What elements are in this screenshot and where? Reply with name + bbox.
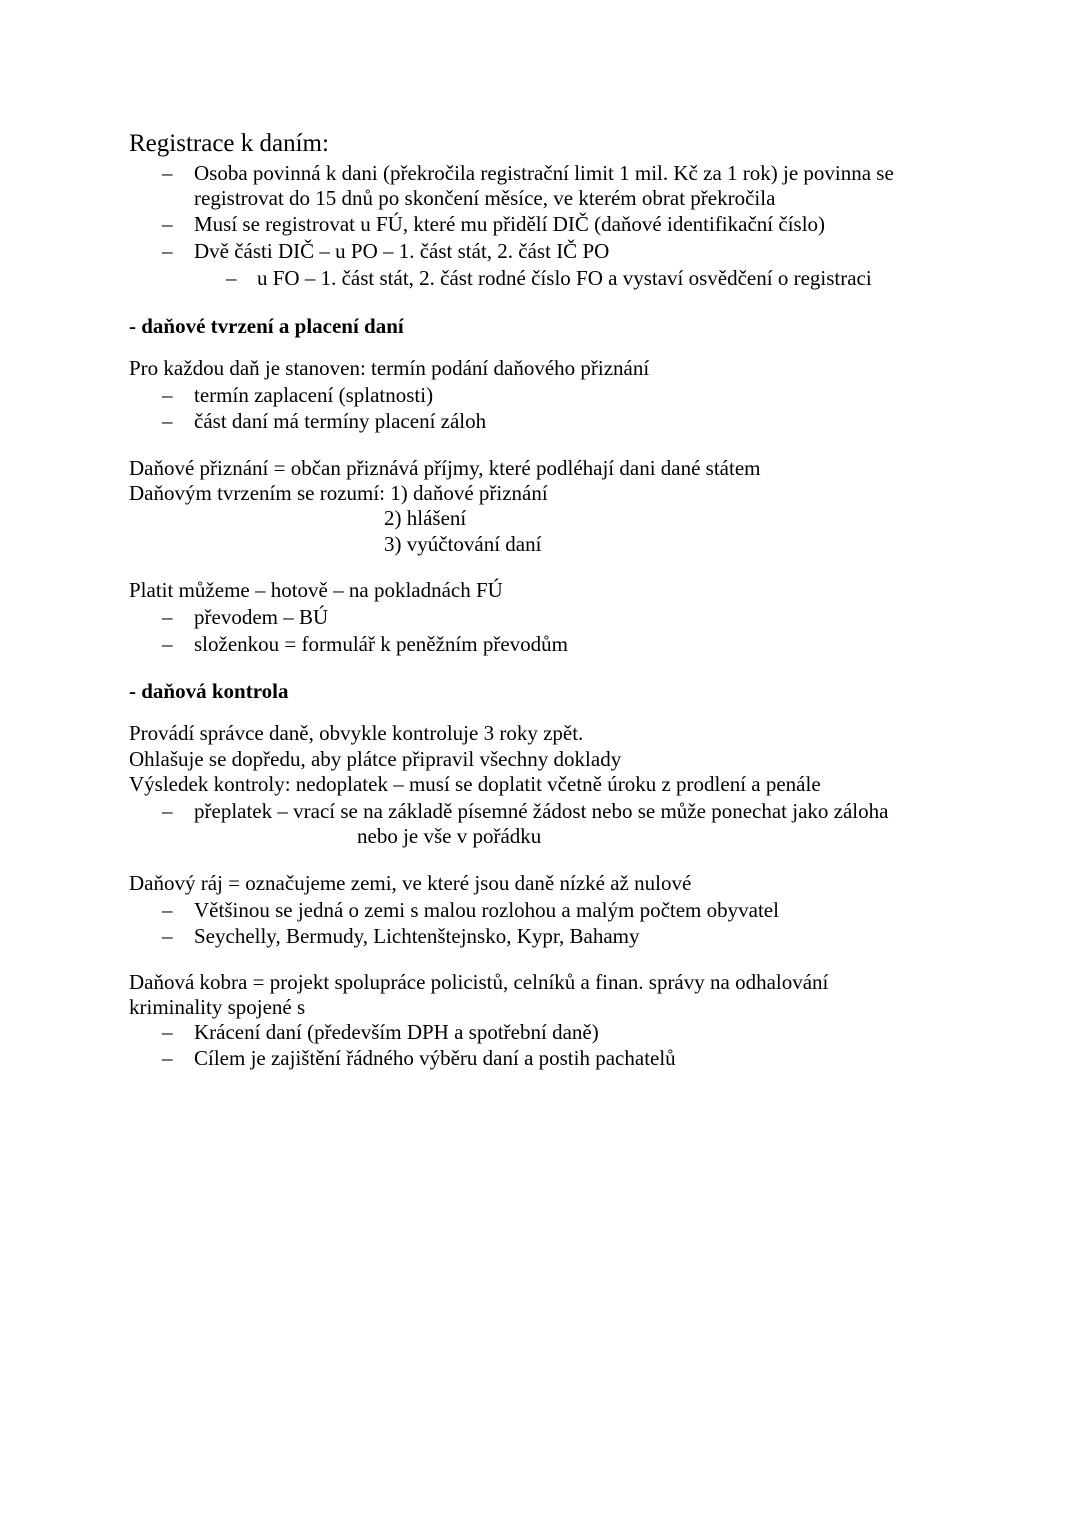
paragraph: Pro každou daň je stanoven: termín podání daňového přiznání	[129, 356, 650, 380]
list-item: část daní má termíny placení záloh	[194, 409, 487, 433]
bullet-dash: –	[162, 1046, 173, 1070]
bullet-dash: –	[162, 924, 173, 948]
section-title-registrace: Registrace k daním:	[129, 130, 329, 157]
list-item: přeplatek – vrací se na základě písemné žádost nebo se může ponechat jako záloha	[194, 799, 889, 823]
list-item: Krácení daní (především DPH a spotřební daně)	[194, 1020, 599, 1044]
bullet-dash: –	[162, 409, 173, 433]
bullet-dash: –	[162, 799, 173, 823]
bullet-dash: –	[162, 605, 173, 629]
bullet-dash: –	[162, 161, 173, 185]
section-heading-tvrzeni: - daňové tvrzení a placení daní	[129, 314, 404, 338]
list-item: Seychelly, Bermudy, Lichtenštejnsko, Kypr, Bahamy	[194, 924, 640, 948]
paragraph: Daňové přiznání = občan přiznává příjmy, které podléhají dani dané státem	[129, 456, 761, 480]
paragraph: kriminality spojené s	[129, 995, 306, 1019]
numbered-item: 3) vyúčtování daní	[384, 532, 542, 556]
bullet-dash: –	[226, 266, 237, 290]
paragraph: Daňová kobra = projekt spolupráce policistů, celníků a finan. správy na odhalování	[129, 970, 829, 994]
paragraph: Výsledek kontroly: nedoplatek – musí se doplatit včetně úroku z prodlení a penále	[129, 772, 821, 796]
bullet-dash: –	[162, 383, 173, 407]
list-item-continuation: registrovat do 15 dnů po skončení měsíce, ve kterém obrat překročila	[194, 186, 776, 210]
bullet-dash: –	[162, 212, 173, 236]
list-item: Většinou se jedná o zemi s malou rozlohou a malým počtem obyvatel	[194, 898, 779, 922]
bullet-dash: –	[162, 632, 173, 656]
list-item: převodem – BÚ	[194, 605, 329, 629]
paragraph: Platit můžeme – hotově – na pokladnách FÚ	[129, 578, 503, 602]
list-item-continuation: nebo je vše v pořádku	[357, 824, 542, 848]
bullet-dash: –	[162, 239, 173, 263]
paragraph: Ohlašuje se dopředu, aby plátce připravil všechny doklady	[129, 747, 622, 771]
list-item: složenkou = formulář k peněžním převodům	[194, 632, 568, 656]
numbered-item: 2) hlášení	[384, 506, 467, 530]
paragraph: Daňový ráj = označujeme zemi, ve které jsou daně nízké až nulové	[129, 871, 692, 895]
list-item: termín zaplacení (splatnosti)	[194, 383, 434, 407]
section-heading-kontrola: - daňová kontrola	[129, 679, 289, 703]
list-item: Dvě části DIČ – u PO – 1. část stát, 2. část IČ PO	[194, 239, 610, 263]
list-item: Osoba povinná k dani (překročila registrační limit 1 mil. Kč za 1 rok) je povinna se	[194, 161, 894, 185]
list-item-nested: u FO – 1. část stát, 2. část rodné číslo FO a vystaví osvědčení o registraci	[257, 266, 872, 290]
bullet-dash: –	[162, 1020, 173, 1044]
paragraph: Daňovým tvrzením se rozumí: 1) daňové přiznání	[129, 481, 548, 505]
list-item: Musí se registrovat u FÚ, které mu přidělí DIČ (daňové identifikační číslo)	[194, 212, 826, 236]
list-item: Cílem je zajištění řádného výběru daní a postih pachatelů	[194, 1046, 676, 1070]
bullet-dash: –	[162, 898, 173, 922]
paragraph: Provádí správce daně, obvykle kontroluje 3 roky zpět.	[129, 721, 584, 745]
